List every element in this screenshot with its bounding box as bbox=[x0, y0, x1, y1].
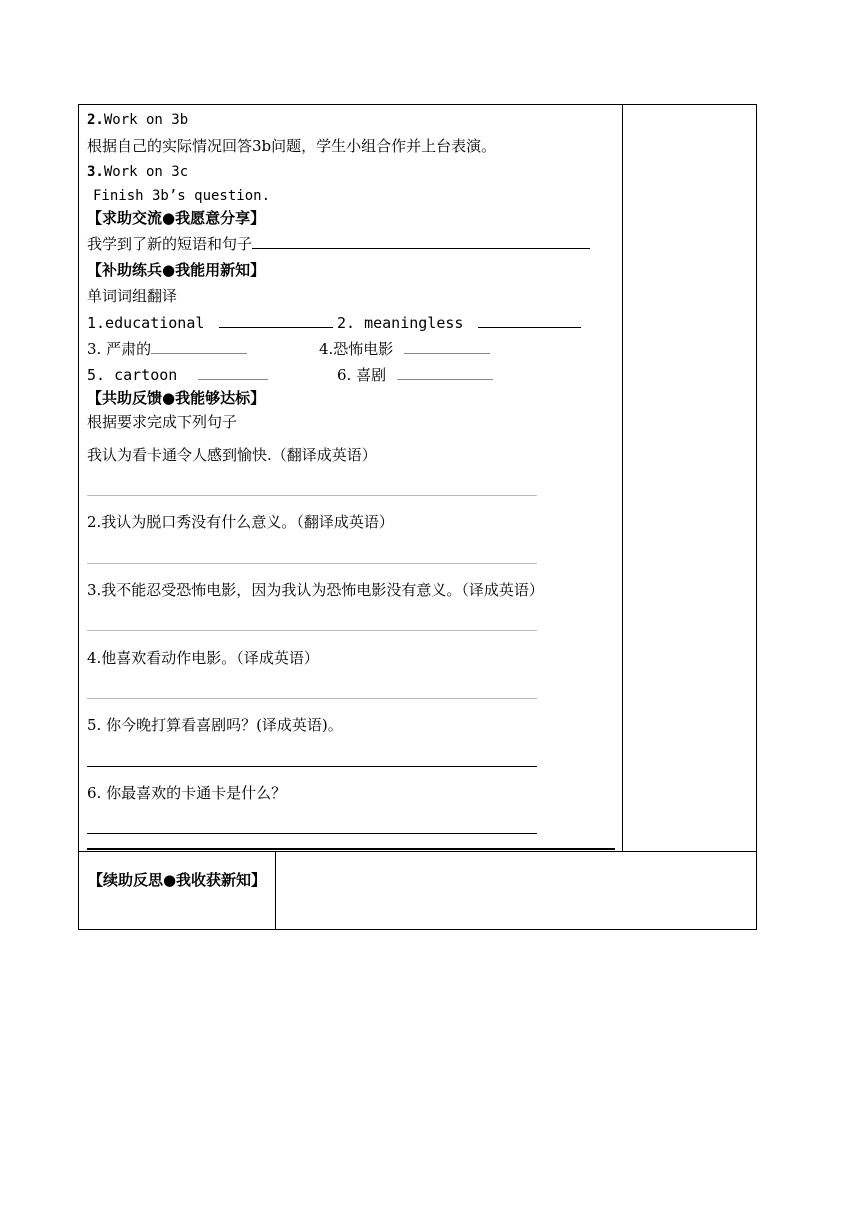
vocab-item-2: 2. meaningless bbox=[337, 313, 581, 333]
answer-blank[interactable] bbox=[252, 234, 590, 249]
answer-line-5[interactable] bbox=[87, 766, 537, 767]
reflection-heading: 【续助反思●我收获新知】 bbox=[87, 871, 267, 889]
answer-blank[interactable] bbox=[397, 365, 493, 380]
question-4: 4.他喜欢看动作电影。（译成英语） bbox=[87, 649, 319, 667]
answer-blank[interactable] bbox=[198, 365, 268, 380]
practice-subtitle: 单词词组翻译 bbox=[87, 287, 178, 305]
section-3-description: Finish 3b’s question. bbox=[93, 188, 271, 204]
vocab-item-3: 3. 严肃的 bbox=[87, 339, 247, 359]
reflection-answer-cell[interactable] bbox=[277, 853, 755, 928]
answer-line-4[interactable] bbox=[87, 698, 537, 699]
table-bottom-border bbox=[78, 929, 757, 930]
question-3: 3.我不能忍受恐怖电影，因为我认为恐怖电影没有意义。（译成英语） bbox=[87, 581, 544, 599]
vocab-item-1: 1.educational bbox=[87, 313, 333, 333]
answer-blank[interactable] bbox=[404, 339, 490, 354]
answer-line-2[interactable] bbox=[87, 563, 537, 564]
question-1: 我认为看卡通令人感到愉快.（翻译成英语） bbox=[87, 446, 377, 464]
table-top-border bbox=[78, 104, 757, 105]
section-2-title: 2.Work on 3b bbox=[87, 112, 189, 128]
question-6: 6. 你最喜欢的卡通卡是什么？ bbox=[87, 784, 287, 802]
answer-line-6[interactable] bbox=[87, 833, 537, 834]
answer-blank[interactable] bbox=[478, 313, 581, 328]
table-middle-border bbox=[78, 851, 757, 852]
section-2-description: 根据自己的实际情况回答3b问题，学生小组合作并上台表演。 bbox=[87, 137, 497, 155]
table-left-border bbox=[78, 104, 79, 930]
question-2: 2.我认为脱口秀没有什么意义。（翻译成英语） bbox=[87, 513, 394, 531]
question-5: 5. 你今晚打算看喜剧吗？(译成英语)。 bbox=[87, 716, 343, 734]
help-exchange-heading: 【求助交流●我愿意分享】 bbox=[87, 209, 266, 227]
section-end-rule bbox=[87, 848, 615, 850]
help-exchange-text: 我学到了新的短语和句子 bbox=[87, 234, 590, 254]
reflection-column-divider bbox=[275, 851, 276, 930]
answer-blank[interactable] bbox=[219, 313, 333, 328]
vocab-item-5: 5. cartoon bbox=[87, 365, 268, 385]
table-column-divider bbox=[622, 104, 623, 852]
feedback-instruction: 根据要求完成下列句子 bbox=[87, 413, 238, 431]
table-right-border bbox=[756, 104, 757, 930]
answer-blank[interactable] bbox=[151, 339, 247, 354]
practice-heading: 【补助练兵●我能用新知】 bbox=[87, 261, 266, 279]
feedback-heading: 【共助反馈●我能够达标】 bbox=[87, 389, 266, 407]
section-3-title: 3.Work on 3c bbox=[87, 164, 189, 180]
answer-line-3[interactable] bbox=[87, 630, 537, 631]
vocab-item-6: 6. 喜剧 bbox=[337, 365, 493, 385]
vocab-item-4: 4.恐怖电影 bbox=[319, 339, 490, 359]
answer-line-1[interactable] bbox=[87, 495, 537, 496]
